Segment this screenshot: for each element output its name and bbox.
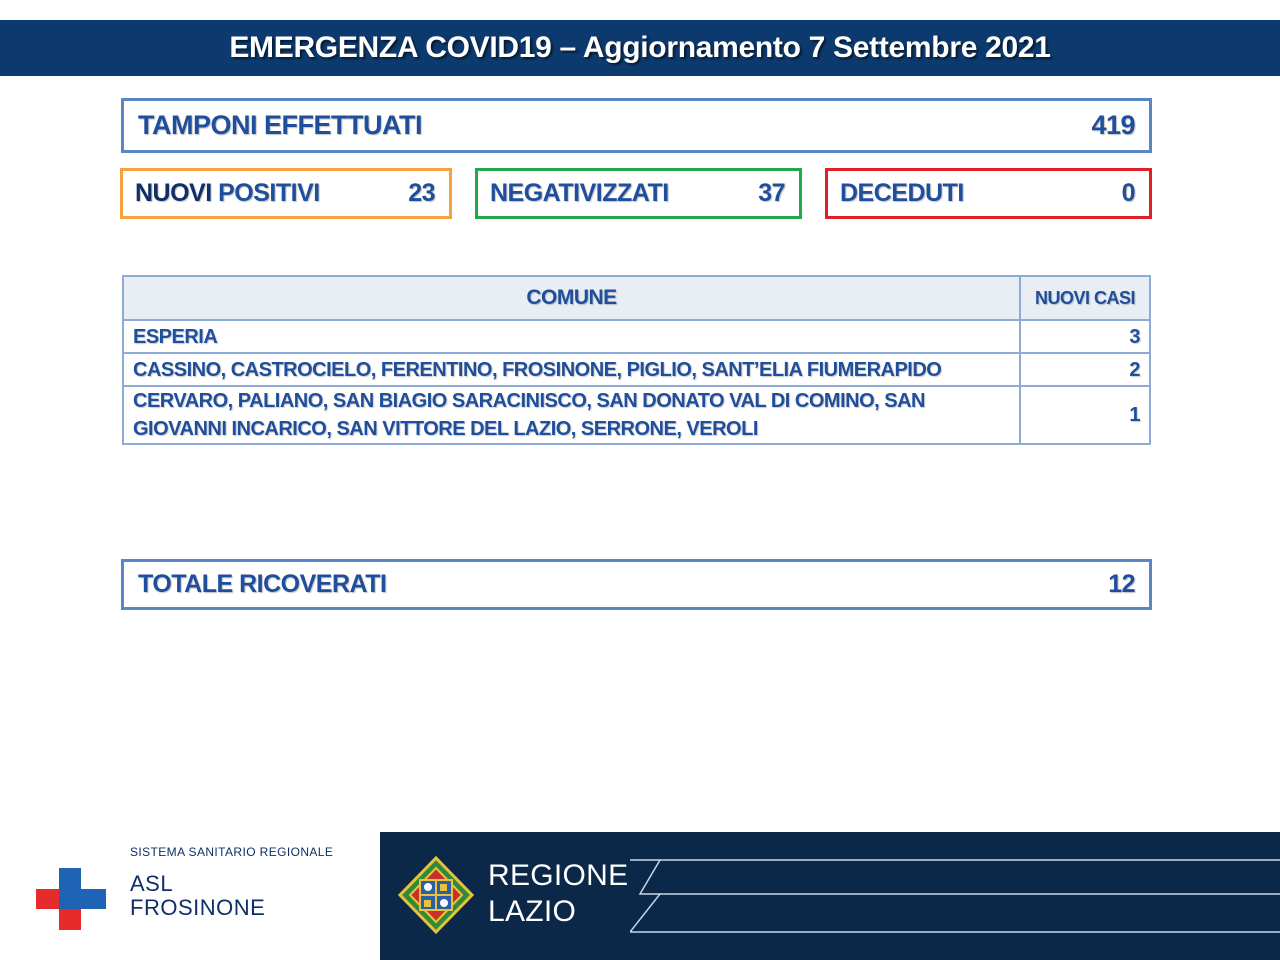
negativizzati-box — [475, 168, 802, 219]
header-comune: COMUNE — [123, 276, 1020, 320]
asl-name-line1: ASL — [130, 871, 174, 896]
casi-cell: 3 — [1020, 320, 1150, 353]
regione-lazio-label — [488, 858, 628, 930]
positivi-label — [135, 179, 320, 208]
page-title-bar — [0, 20, 1280, 76]
casi-cell: 2 — [1020, 353, 1150, 386]
page-title: EMERGENZA COVID19 – Aggiornamento 7 Settembre 2021 — [229, 31, 1051, 64]
asl-frosinone-logo — [36, 840, 356, 950]
casi-cell: 1 — [1020, 386, 1150, 444]
table-row — [123, 320, 1150, 353]
negativizzati-label: NEGATIVIZZATI — [490, 179, 669, 207]
lazio-line: LAZIO — [488, 895, 577, 928]
comune-cell: ESPERIA — [123, 320, 1020, 353]
cases-table — [122, 275, 1151, 445]
ricoverati-value: 12 — [1108, 570, 1135, 598]
decorative-lines — [630, 858, 1280, 934]
table-row — [123, 353, 1150, 386]
positivi-label-rest: POSITIVI — [211, 179, 320, 207]
header-nuovi-casi: NUOVI CASI — [1020, 276, 1150, 320]
positivi-box — [120, 168, 452, 219]
ricoverati-label: TOTALE RICOVERATI — [138, 570, 387, 598]
deceduti-box — [825, 168, 1152, 219]
negativizzati-value: 37 — [758, 179, 785, 207]
tamponi-label: TAMPONI EFFETTUATI — [138, 110, 422, 140]
asl-name-line2: FROSINONE — [130, 895, 266, 920]
comune-cell: CERVARO, PALIANO, SAN BIAGIO SARACINISCO, SAN DONATO VAL DI COMINO, SAN GIOVANNI INCARICO, SAN VITTORE DEL LAZIO, SERRONE, VEROLI — [123, 386, 1020, 444]
table-row — [123, 386, 1150, 444]
health-cross-icon — [36, 868, 106, 930]
asl-name — [130, 872, 265, 920]
ricoverati-box — [121, 559, 1152, 610]
table-header-row — [123, 276, 1150, 320]
asl-system-label: SISTEMA SANITARIO REGIONALE — [130, 845, 334, 859]
regione-lazio-panel — [380, 832, 1280, 960]
positivi-label-strong: NUOVI — [135, 179, 212, 207]
tamponi-box — [121, 98, 1152, 153]
positivi-value: 23 — [408, 179, 435, 207]
deceduti-value: 0 — [1121, 179, 1135, 207]
deceduti-label: DECEDUTI — [840, 179, 964, 207]
comune-cell: CASSINO, CASTROCIELO, FERENTINO, FROSINONE, PIGLIO, SANT’ELIA FIUMERAPIDO — [123, 353, 1020, 386]
regione-lazio-emblem-icon — [398, 856, 474, 934]
regione-line: REGIONE — [488, 859, 629, 892]
tamponi-value: 419 — [1091, 110, 1135, 140]
